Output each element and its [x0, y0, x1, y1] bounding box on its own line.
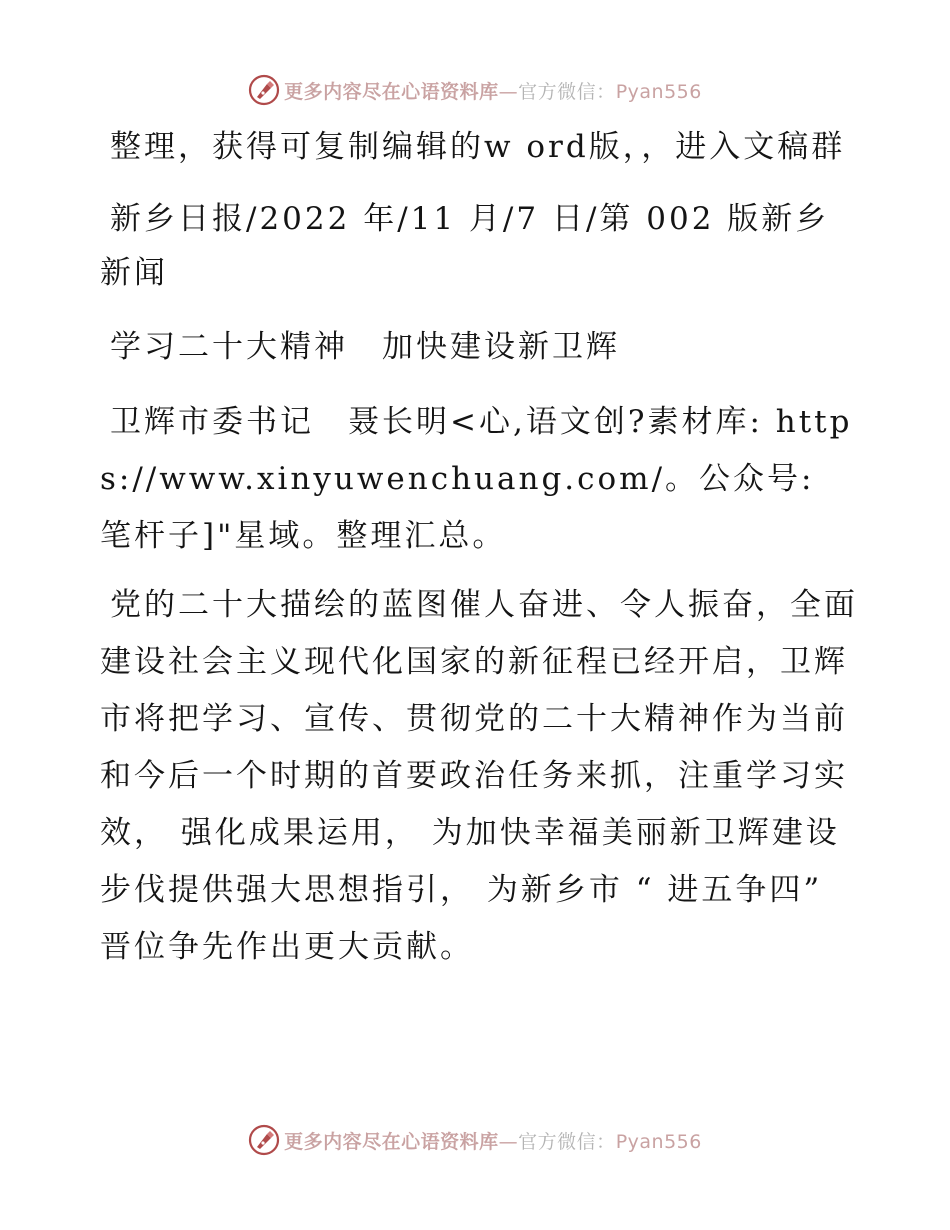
pen-nib-logo-icon: [248, 1124, 280, 1156]
document-body: [100, 120, 860, 976]
paragraph-body: 党的二十大描绘的蓝图催人奋进、令人振奋，全面建设社会主义现代化国家的新征程已经开启，卫辉市将把学习、宣传、贯彻党的二十大精神作为当前和今后一个时期的首要政治任务来抓，注重学习实效， 强化成果运用， 为加快幸福美丽新卫辉建设步伐提供强大思想指引， 为新乡市 “ 进五争四” 晋位争先作出更大贡献。: [100, 587, 858, 965]
article-title: 学习二十大精神 加快建设新卫辉: [110, 329, 620, 365]
watermark-main-text: 更多内容尽在心语资料库: [284, 1130, 499, 1153]
paragraph-intro: 整理，获得可复制编辑的w ord版，，进入文稿群: [110, 129, 846, 165]
watermark-official-label: 官方微信：: [518, 1130, 616, 1153]
watermark-official-label: 官方微信：: [518, 80, 616, 103]
watermark-main-text: 更多内容尽在心语资料库: [284, 80, 499, 103]
watermark-header: [0, 70, 950, 110]
paragraph-source: 新乡日报/2022 年/11 月/7 日/第 002 版新乡新闻: [100, 201, 830, 291]
paragraph-author: 卫辉市委书记 聂长明<心,语文创?素材库: https://www.xinyuwenchuang.com/。公众号: 笔杆子]"星域。整理汇总。: [100, 404, 853, 554]
watermark-footer: [0, 1120, 950, 1160]
pen-nib-logo-icon: [248, 74, 280, 106]
watermark-separator: —: [498, 80, 519, 103]
watermark-separator: —: [498, 1130, 519, 1153]
watermark-wechat-id: Pyan556: [615, 80, 702, 103]
watermark-wechat-id: Pyan556: [615, 1130, 702, 1153]
